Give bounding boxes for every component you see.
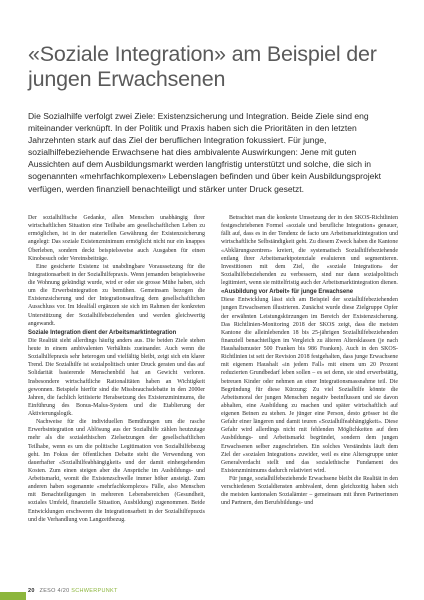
page-number: 20 <box>28 588 35 594</box>
right-column <box>221 214 398 582</box>
article-lead: Die Sozialhilfe verfolgt zwei Ziele: Existenzsicherung und Integration. Beide Ziele sind eng miteinander verknüpft. In der Politik und Praxis haben sich die Prioritäten in den letzten Jahrzehnten stark auf das Ziel der beruflichen Integration fokussiert. Für junge, sozialhilfebeziehende Erwachsene hat dies ambivalente Auswirkungen: Jene mit guten Aussichten auf dem Ausbildungsmarkt werden langfristig unterstützt und solche, die sich in sogenannten «mehrfachkomplexen» Lebenslagen befinden und über kein Ausbildungsprojekt verfügen, werden finanziell benachteiligt und stärker unter Druck gesetzt. <box>28 111 382 194</box>
page-footer <box>28 588 118 594</box>
section-heading: «Ausbildung vor Arbeit» für junge Erwachsene <box>221 289 354 296</box>
accent-bar <box>0 592 26 600</box>
magazine-issue: ZESO 4/20 <box>39 588 70 594</box>
paragraph: Betrachtet man die konkrete Umsetzung der in den SKOS-Richtlinien festgeschriebenen Formel «soziale und berufliche Integration» genauer, fällt auf, dass es in der Tendenz de facto um Arbeitsmarktintegration und wirtschaftliche Selbständigkeit geht. Zu diesem Zweck haben die Kantone «Abklärungszentren» kreiert, die systematisch Sozialhilfebeziehende entlang ihrer Arbeitsmarktpotenziale evaluieren und segmentieren. Investitionen mit dem Ziel, die «soziale Integration» der Sozialhilfebeziehenden zu verbessern, sind nur dann sozialpolitisch legitimiert, wenn sie mittelfristig auch der Arbeitsmarktintegration dienen. <box>221 215 398 286</box>
article-body <box>28 214 398 582</box>
section-label: SCHWERPUNKT <box>71 588 118 594</box>
article-headline: «Soziale Integration» am Beispiel der jungen Erwachsenen <box>28 42 377 91</box>
paragraph: Die Realität sieht allerdings häufig anders aus. Die beiden Ziele stehen heute in einem ambivalenten Verhältnis zueinander. Auch wenn die Sozialhilfepraxis sehr heterogen und vielfältig bleibt, zeigt sich ein klarer Trend. Die Sozialhilfe ist sozialpolitisch unter Druck geraten und das auf Solidarität basierende Menschenbild hat an Gewicht verloren. Insbesondere wirtschaftliche Rationalitäten haben an Wichtigkeit gewonnen. Beispiele hierfür sind die Missbrauchsdebatte in den 2000er Jahren, die fachlich kritisierte Herabsetzung des Existenzminimums, die Einführung des Bonus-Malus-System und die Etablierung der Aktivierungslogik. <box>28 337 205 417</box>
paragraph: Nachweise für die individuellen Bemühungen um die rasche Erwerbsintegration und Ablösung aus der Sozialhilfe zählen heutzutage mehr als die sozialethischen Zielsetzungen der gesellschaftlichen Teilhabe, wenn es um die politische Legitimation von Sozialhilfebezug geht. Im Fokus der öffentlichen Debatte steht die Verwendung von dauerhafter «Sozialhilfeabhängigkeit» und der damit einhergehenden Kosten. Zum einen steigen aber die Ansprüche im Ausbildungs- und Arbeitsmarkt, womit die Existenzschwelle immer höher ansteigt. Zum anderen haben sogenannte «mehrfachkomplexe» Fälle, also Menschen mit Benachteiligungen in mehreren Lebensbereichen (Gesundheit, soziales Umfeld, finanzielle Situation, Ausbildung) zugenommen. Beide Entwicklungen erschweren die Integrationsarbeit in der Sozialhilfepraxis und die Verhandlung von Langzeitbezug. <box>28 419 205 523</box>
paragraph: Eine gesicherte Existenz ist unabdingbare Voraussetzung für die Integrationsarbeit in der Sozialhilfepraxis. Wenn jemanden beispielsweise die Wohnung gekündigt wurde, wird er oder sie grosse Mühe haben, sich um die Erwerbsintegration zu bemühen. Gemeinsam bezogen die Existenzsicherung und der Integrationsauftrag dem gesellschaftlichen Ausschluss vor. Im Idealfall ergänzen sie sich im Rahmen der konkreten Unterstützung der Sozialhilfebeziehenden und werden gleichwertig angewandt. <box>28 263 205 327</box>
left-column <box>28 214 205 582</box>
paragraph: Für junge, sozialhilfebeziehende Erwachsene bleibt die Realität in den verschiedenen Sozialdiensten ambivalent, denn gleichzeitig haben sich die meisten kantonalen Sozialämter – gemeinsam mit ihren Partnerinnen und Partnern, den Berufsbildungs- und <box>221 476 398 507</box>
section-heading: Soziale Integration dient der Arbeitsmarktintegration <box>28 329 177 336</box>
paragraph: Diese Entwicklung lässt sich am Beispiel der sozialhilfebeziehenden jungen Erwachsenen illustrieren. Zunächst wurde diese Zielgruppe Opfer der erwähnten Leistungskürzungen im Bereich der Existenzsicherung. Das Richtlinien-Monitoring 2018 der SKOS zeigt, dass die meisten Kantone die alleinlebenden 18 bis 25-jährigen Sozialhilfebeziehenden finanziell benachteiligen im Vergleich zu älteren Altersklassen (je nach Haushaltsmuster 500 Franken bis 986 Franken). Auch in den SKOS-Richtlinien ist seit der Revision 2018 festgehalten, dass junge Erwachsene mit eigenem Haushalt «in jedem Fall» mit einem um 20 Prozent reduzierten Grundbedarf leben sollen – es sei denn, sie sind erwerbstätig, betreuen Kinder oder nehmen an einer Integrationsmassnahme teil. Die Begründung für diese Kürzung: Zu viel Sozialhilfe könnte die Arbeitsmoral der jungen Menschen negativ beeinflussen und sie davon abhalten, eine Ausbildung zu machen und später wirtschaftlich auf eigenen Beinen zu stehen. Je jünger eine Person, desto grösser ist die Gefahr einer längeren und damit teuren «Sozialhilfeabhängigkeit». Diese Gefahr wird allerdings nicht mit fehlenden Möglichkeiten auf dem Ausbildungs- und Arbeitsmarkt begründet, sondern dem jungen Erwachsenen selber zugeschrieben. Ein solches Verständnis läuft dem Ziel der «sozialen Integration» zuwider, weil es eine Altersgruppe unter Generalverdacht stellt und das sozialethische Fundament des Existenzminimums dadurch relativiert wird. <box>221 297 398 474</box>
paragraph: Der sozialhilfische Gedanke, allen Menschen unabhängig ihrer wirtschaftlichen Situation eine Teilhabe am gesellschaftlichen Leben zu ermöglichen, ist in der materiellen Gewährung der Existenzsicherung angelegt: Das soziale Existenzminimum ermöglicht nicht nur ein knappes Überleben, sondern deckt beispielsweise auch Ausgaben für einen Kinobesuch oder Vereinsbeiträge. <box>28 215 205 262</box>
